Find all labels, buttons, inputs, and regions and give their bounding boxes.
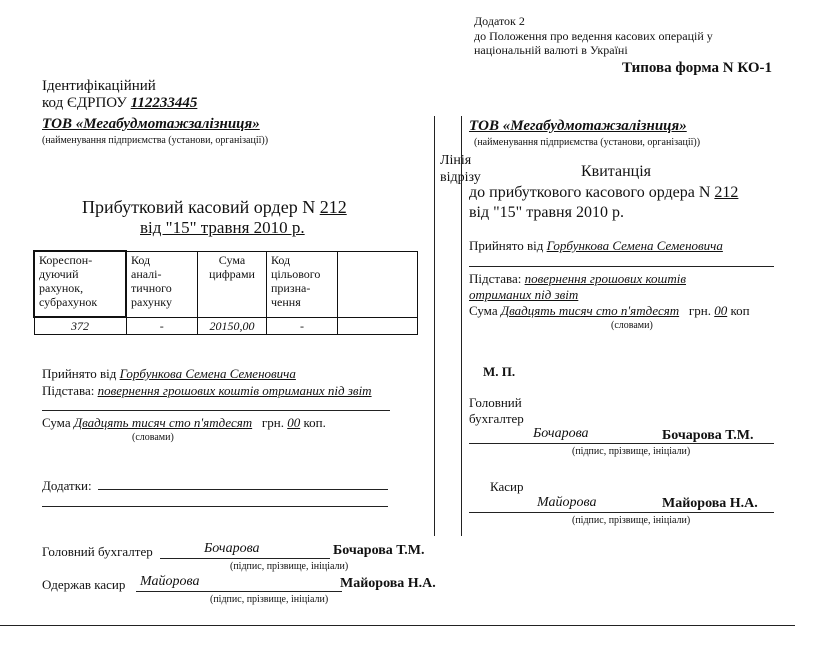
left-chief-label: Головний бухгалтер — [42, 544, 153, 559]
left-cashier-signature: Майорова — [140, 574, 200, 589]
left-sum-value: Двадцять тисяч сто п'ятдесят — [73, 415, 253, 430]
right-basis-value-1: повернення грошових коштів — [524, 271, 687, 286]
edrpou-line — [42, 95, 197, 112]
right-received-underline — [469, 266, 774, 267]
page-bottom-rule — [0, 625, 795, 626]
left-chief-signature-line — [160, 558, 330, 559]
right-received-line — [469, 238, 723, 254]
right-cashier-name: Майорова Н.А. — [662, 496, 758, 511]
form-title: Типова форма N КО-1 — [622, 60, 772, 76]
left-basis-underline — [42, 410, 390, 411]
right-sum-line — [469, 303, 750, 319]
header-cell: Сума цифрами — [198, 251, 267, 317]
left-received-label: Прийнято від — [42, 366, 117, 381]
right-words-caption: (словами) — [611, 320, 653, 331]
left-received-value: Горбункова Семена Семеновича — [119, 366, 296, 381]
appendix-line3: національній валюті в Україні — [474, 43, 628, 57]
right-sum-kop: коп — [730, 303, 750, 318]
attachments-line-1 — [98, 489, 388, 490]
receipt-number: 212 — [714, 184, 739, 201]
cut-line-label: Лінія відрізу — [440, 153, 481, 185]
left-sum-kop: коп. — [303, 415, 326, 430]
stamp-place: М. П. — [483, 364, 516, 379]
order-date: від "15" травня 2010 р. — [140, 218, 305, 237]
appendix-line2: до Положення про ведення касових операцій у — [474, 29, 713, 43]
table-cell — [338, 317, 418, 335]
left-company-name: ТОВ «Мегабудмотажзалізниця» — [42, 116, 260, 132]
table-row — [34, 317, 418, 335]
left-company-caption: (найменування підприємства (установи, організації)) — [42, 135, 269, 146]
table-header-row — [34, 251, 418, 317]
right-received-value: Горбункова Семена Семеновича — [546, 238, 723, 253]
left-received-line — [42, 366, 296, 382]
attachments-label: Додатки: — [42, 478, 92, 493]
right-chief-name: Бочарова Т.М. — [662, 428, 754, 443]
right-basis-line — [469, 271, 686, 287]
left-chief-caption: (підпис, прізвище, ініціали) — [230, 561, 349, 572]
left-basis-label: Підстава: — [42, 383, 95, 398]
left-basis-value: повернення грошових коштів отриманих під звіт — [97, 383, 372, 398]
right-cashier-label: Касир — [490, 479, 524, 494]
receipt-subtitle — [469, 184, 738, 202]
right-chief-label-1: Головний — [469, 395, 522, 410]
left-sum-line — [42, 415, 326, 431]
right-basis-value-2: отриманих під звіт — [469, 287, 579, 302]
left-cashier-caption: (підпис, прізвище, ініціали) — [210, 594, 329, 605]
left-chief-signature: Бочарова — [204, 541, 260, 556]
left-basis-line — [42, 383, 372, 399]
receipt-date: від "15" травня 2010 р. — [469, 204, 624, 221]
right-cashier-signature-line — [469, 512, 774, 513]
header-cell: Код цільового призна- чення — [267, 251, 338, 317]
receipt-title: Квитанція — [581, 163, 652, 180]
right-company-caption: (найменування підприємства (установи, організації)) — [474, 137, 701, 148]
right-chief-label-2: бухгалтер — [469, 411, 524, 426]
edrpou-value: 112233445 — [130, 95, 198, 111]
appendix-label: Додаток 2 — [474, 14, 525, 28]
table-cell: - — [126, 317, 198, 335]
right-cashier-signature: Майорова — [537, 495, 597, 510]
table-cell: - — [267, 317, 338, 335]
order-number: 212 — [319, 197, 347, 217]
header-cell: Код аналі- тичного рахунку — [126, 251, 198, 317]
left-chief-name: Бочарова Т.М. — [333, 543, 425, 558]
receipt-subtitle-text: до прибуткового касового ордера N — [469, 184, 711, 201]
right-basis-label: Підстава: — [469, 271, 522, 286]
right-chief-caption: (підпис, прізвище, ініціали) — [572, 446, 691, 457]
order-title — [82, 197, 347, 218]
left-cashier-name: Майорова Н.А. — [340, 576, 436, 591]
left-cashier-label: Одержав касир — [42, 577, 126, 592]
attachments-line-2 — [42, 506, 388, 507]
right-company-name: ТОВ «Мегабудмотажзалізниця» — [469, 118, 687, 134]
edrpou-label: код ЄДРПОУ — [42, 95, 127, 111]
right-sum-kop-value: 00 — [714, 303, 728, 318]
left-cashier-signature-line — [136, 591, 342, 592]
cut-line-left — [434, 116, 435, 536]
left-sum-label: Сума — [42, 415, 71, 430]
table-cell: 20150,00 — [198, 317, 267, 335]
left-sum-kop-value: 00 — [287, 415, 301, 430]
right-sum-value: Двадцять тисяч сто п'ятдесят — [500, 303, 680, 318]
right-sum-label: Сума — [469, 303, 498, 318]
table-cell: 372 — [34, 317, 126, 335]
left-sum-uah: грн. — [261, 415, 284, 430]
header-cell: Кореспон- дуючий рахунок, субрахунок — [34, 251, 126, 317]
left-words-caption: (словами) — [132, 432, 174, 443]
right-received-label: Прийнято від — [469, 238, 544, 253]
header-cell — [338, 251, 418, 317]
id-label: Ідентифікаційний — [42, 78, 156, 94]
right-chief-signature: Бочарова — [533, 426, 589, 441]
right-sum-uah: грн. — [688, 303, 711, 318]
correspondence-table — [33, 250, 418, 335]
order-title-text: Прибутковий касовий ордер N — [82, 197, 316, 217]
right-cashier-caption: (підпис, прізвище, ініціали) — [572, 515, 691, 526]
